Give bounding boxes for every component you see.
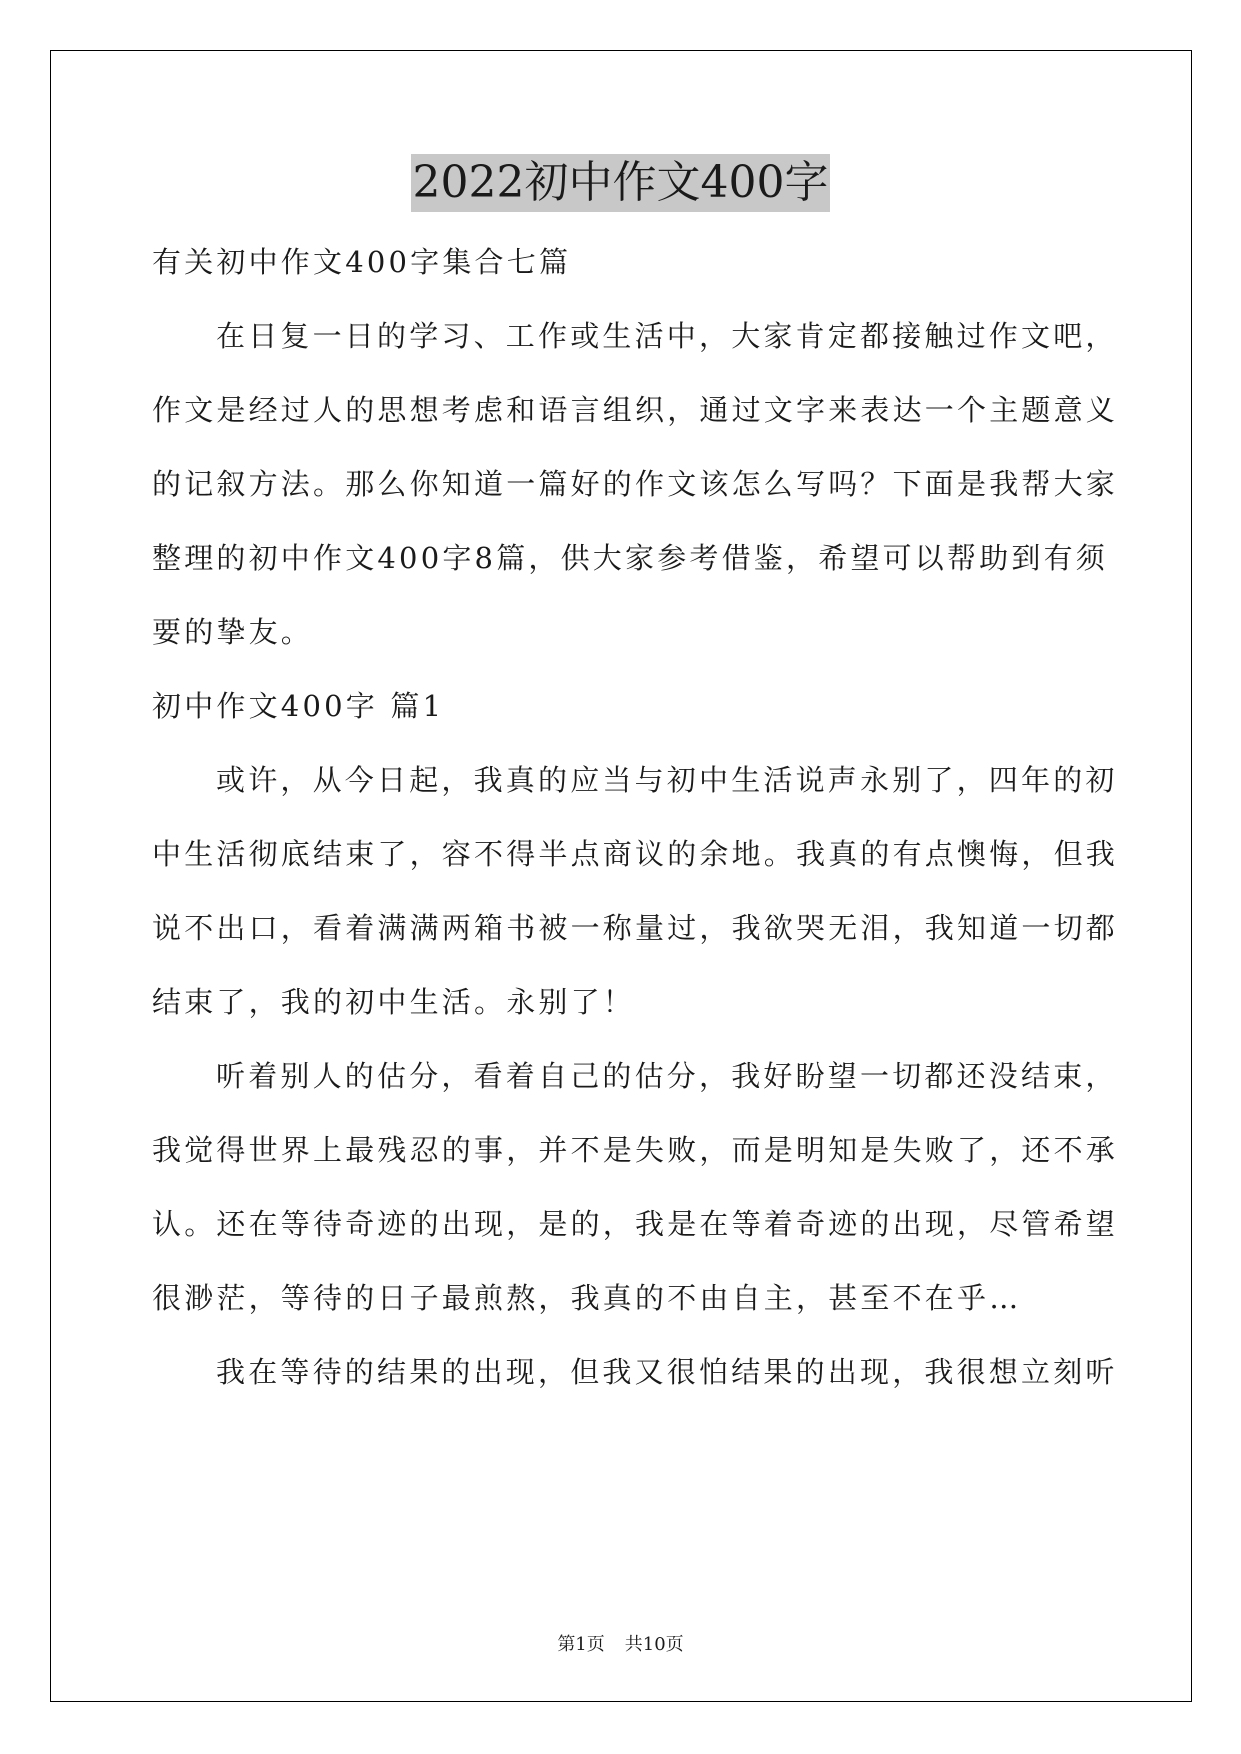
body-line: 整理的初中作文400字8篇，供大家参考借鉴，希望可以帮助到有须	[152, 541, 1109, 575]
body-line: 要的挚友。	[152, 615, 314, 649]
section-heading: 初中作文400字 篇1	[152, 689, 445, 723]
body-line: 在日复一日的学习、工作或生活中，大家肯定都接触过作文吧，	[216, 319, 1118, 353]
body-line: 听着别人的估分，看着自己的估分，我好盼望一切都还没结束，	[216, 1059, 1118, 1093]
body-line: 很渺茫，等待的日子最煎熬，我真的不由自主，甚至不在乎…	[152, 1281, 1022, 1315]
body-line: 我在等待的结果的出现，但我又很怕结果的出现，我很想立刻听	[216, 1355, 1118, 1389]
body-line: 作文是经过人的思想考虑和语言组织，通过文字来表达一个主题意义	[152, 393, 1119, 427]
body-line: 或许，从今日起，我真的应当与初中生活说声永别了，四年的初	[216, 763, 1118, 797]
title-container	[0, 154, 1241, 212]
page-border	[50, 50, 1192, 1702]
page-total: 共10页	[624, 1634, 684, 1655]
page-footer	[0, 1630, 1241, 1656]
document-title: 2022初中作文400字	[411, 154, 831, 212]
body-line: 说不出口，看着满满两箱书被一称量过，我欲哭无泪，我知道一切都	[152, 911, 1119, 945]
body-line: 我觉得世界上最残忍的事，并不是失败，而是明知是失败了，还不承	[152, 1133, 1119, 1167]
body-line: 认。还在等待奇迹的出现，是的，我是在等着奇迹的出现，尽管希望	[152, 1207, 1119, 1241]
page-number: 第1页	[557, 1634, 605, 1655]
body-line: 结束了，我的初中生活。永别了！	[152, 985, 636, 1019]
subtitle: 有关初中作文400字集合七篇	[152, 245, 572, 279]
body-line: 的记叙方法。那么你知道一篇好的作文该怎么写吗？下面是我帮大家	[152, 467, 1119, 501]
body-line: 中生活彻底结束了，容不得半点商议的余地。我真的有点懊悔，但我	[152, 837, 1119, 871]
